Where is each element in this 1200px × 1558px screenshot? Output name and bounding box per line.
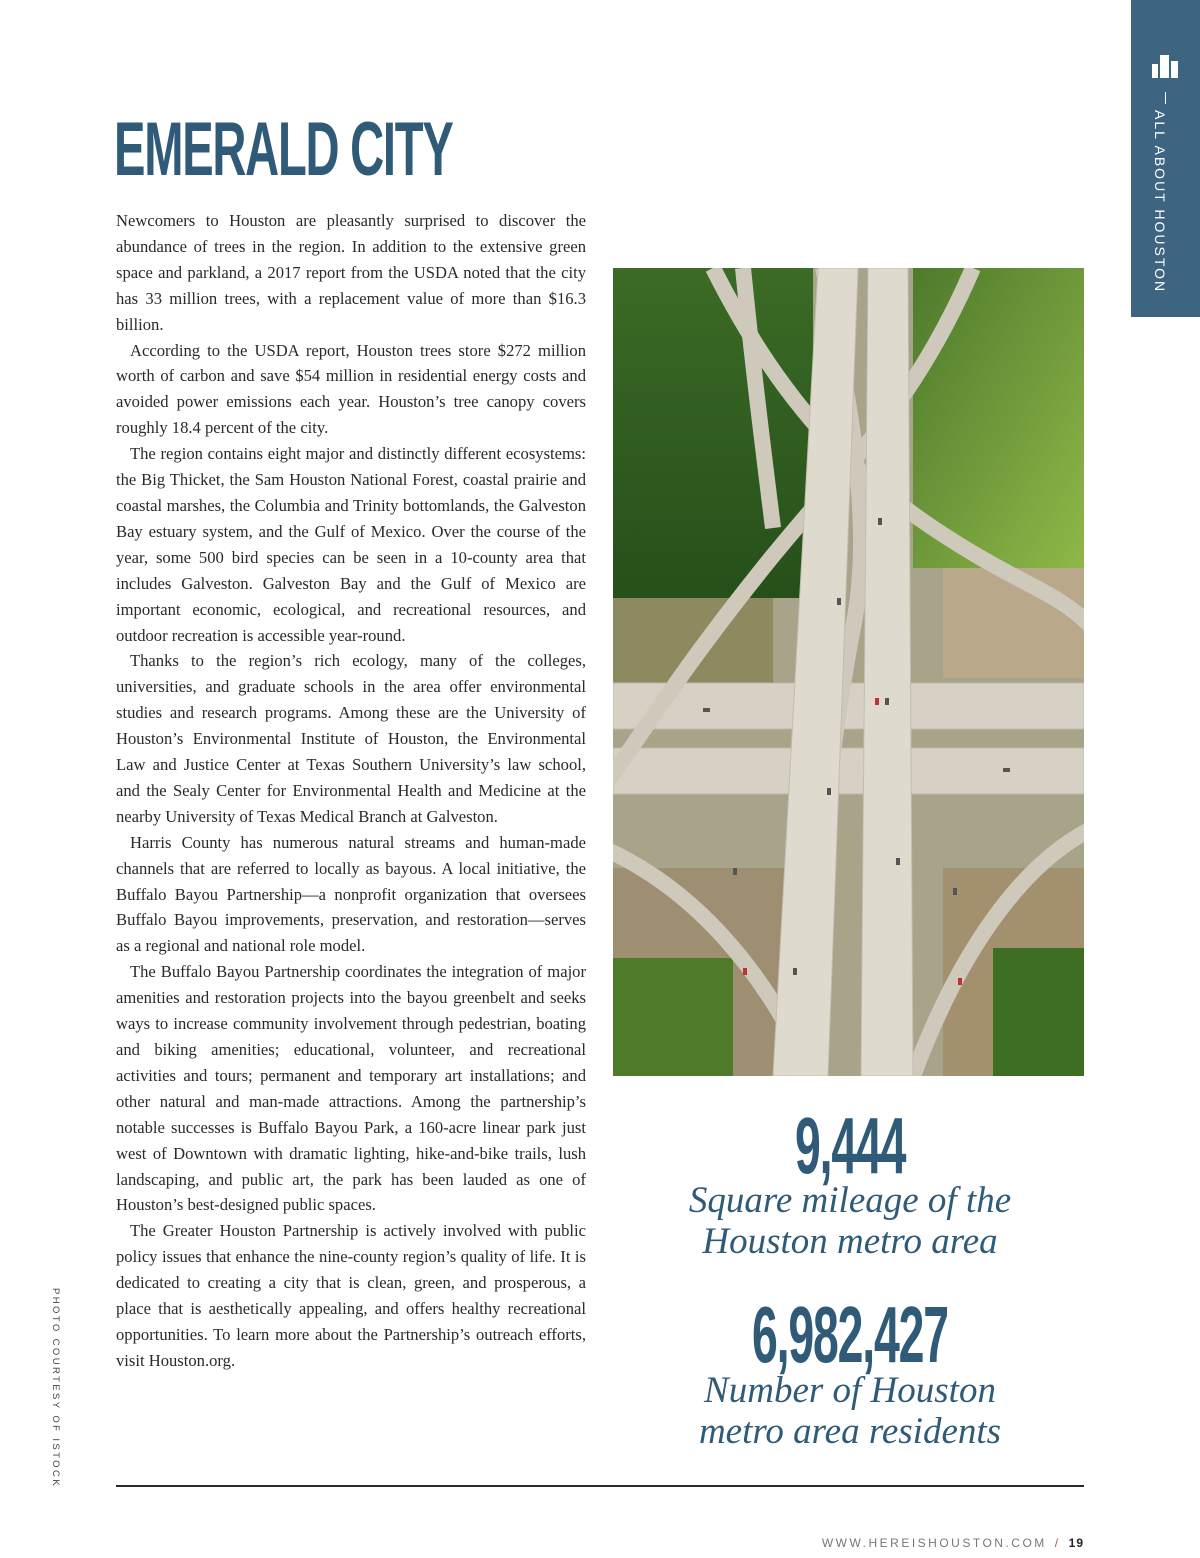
section-tab-divider <box>1165 92 1166 104</box>
photo-credit: PHOTO COURTESY OF ISTOCK <box>50 1288 61 1488</box>
stat-caption-line: Square mileage of the <box>688 1180 1012 1221</box>
stat-number <box>600 1101 1100 1190</box>
stat-number-value: 6,982,427 <box>752 1290 948 1379</box>
footer-url: WWW.HEREISHOUSTON.COM <box>821 1536 1047 1550</box>
footer-separator: / <box>1054 1536 1061 1550</box>
stat-number <box>600 1290 1100 1379</box>
paragraph: Harris County has numerous natural streams and human-made channels that are referred to locally as bayous. A local initiative, the Buffalo Bayou Partnership—a nonprofit organization that oversees Buffalo Bayou improvements, preservation, and restoration—serves as a regional and national role model. <box>116 832 586 956</box>
stat-caption <box>600 1180 1100 1262</box>
section-tab-label: ALL ABOUT HOUSTON <box>1152 110 1168 294</box>
footer-rule <box>116 1485 1084 1487</box>
stat-caption <box>600 1370 1100 1452</box>
paragraph: Thanks to the region’s rich ecology, many of the colleges, universities, and graduate schools in the area offer environmental studies and research programs. Among these are the University of Houston’s Environmental Institute of Houston, the Environmental Law and Justice Center at Texas Southern University’s law school, and the Sealy Center for Environmental Health and Medicine at the nearby University of Texas Medical Branch at Galveston. <box>116 651 586 826</box>
paragraph: The region contains eight major and distinctly different ecosystems: the Big Thicket, the Sam Houston National Forest, coastal prairie and coastal marshes, the Columbia and Trinity bottomlands, the Galveston Bay estuary system, and the Gulf of Mexico. Over the course of the year, some 500 bird species can be seen in a 10-county area that includes Galveston. Galveston Bay and the Gulf of Mexico are important economic, ecological, and recreational resources, and outdoor recreation is accessible year-round. <box>116 444 586 645</box>
article-title: EMERALD CITY <box>114 107 453 192</box>
building-icon <box>1152 52 1178 78</box>
stat-caption-line: Number of Houston <box>704 1370 996 1411</box>
paragraph: The Greater Houston Partnership is actively involved with public policy issues that enhance the nine-county region’s quality of life. It is dedicated to creating a city that is clean, green, and prosperous, a place that is aesthetically appealing, and offers healthy recreational opportunities. To learn more about the Partnership’s outreach efforts, visit Houston.org. <box>116 1221 586 1370</box>
page-number: 19 <box>1068 1536 1084 1550</box>
stat-caption-line: Houston metro area <box>702 1221 998 1262</box>
stat-caption-line: metro area residents <box>698 1411 1002 1452</box>
paragraph: The Buffalo Bayou Partnership coordinates the integration of major amenities and restoration projects into the bayou greenbelt and seeks ways to increase community involvement through pedestrian, boating and biking amenities; educational, volunteer, and recreational activities and tours; permanent and temporary art installations; and other natural and man-made attractions. Among the partnership’s notable successes is Buffalo Bayou Park, a 160-acre linear park just west of Downtown with dramatic lighting, hike-and-bike trails, lush landscaping, and public art, the park has been lauded as one of Houston’s best-designed public spaces. <box>116 962 586 1215</box>
article-body <box>116 208 586 1374</box>
stat-number-value: 9,444 <box>794 1101 906 1190</box>
highway-interchange-photo <box>613 268 1084 1076</box>
paragraph: According to the USDA report, Houston trees store $272 million worth of carbon and save $54 million in residential energy costs and avoided power emissions each year. Houston’s tree canopy covers roughly 18.4 percent of the city. <box>116 340 586 438</box>
page-footer <box>822 1536 1084 1550</box>
paragraph: Newcomers to Houston are pleasantly surprised to discover the abundance of trees in the region. In addition to the extensive green space and parkland, a 2017 report from the USDA noted that the city has 33 million trees, with a replacement value of more than $16.3 billion. <box>116 211 586 334</box>
